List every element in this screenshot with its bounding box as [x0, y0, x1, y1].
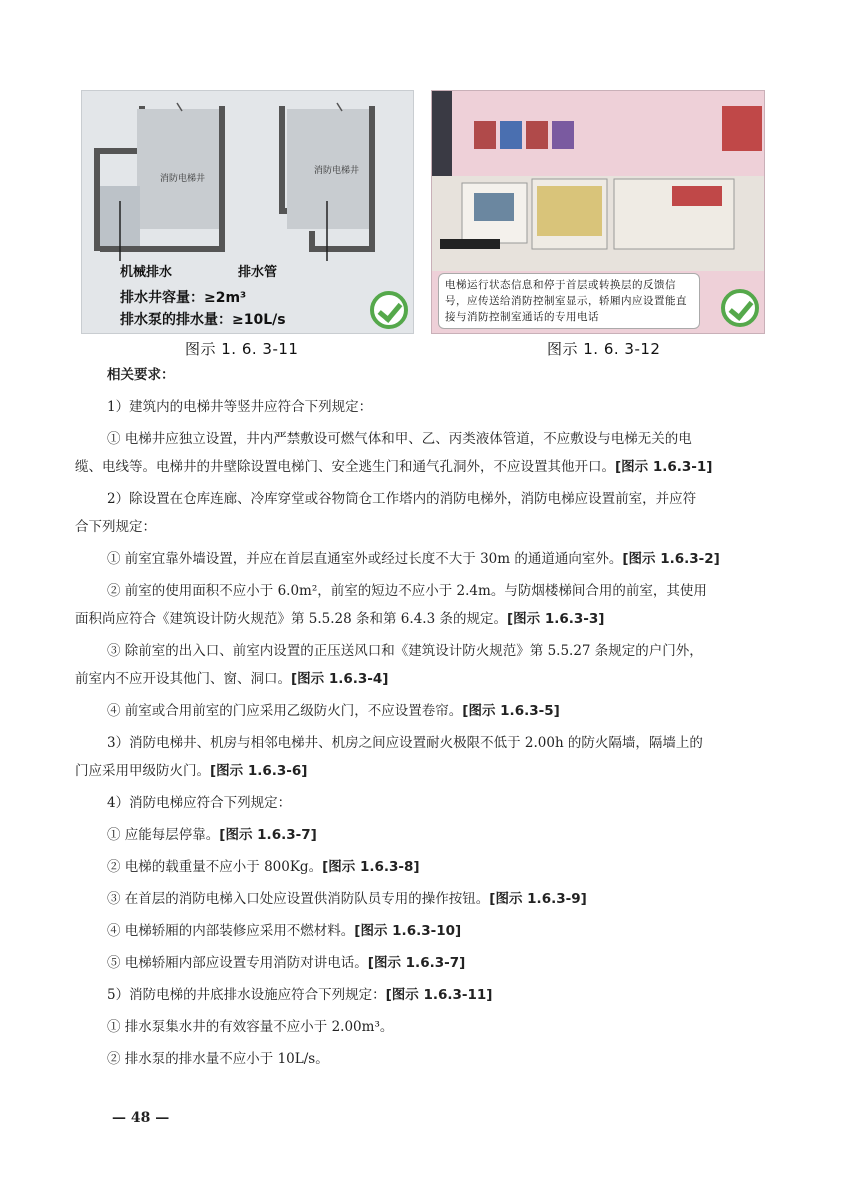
paragraph: 5）消防电梯的井底排水设施应符合下列规定：[图示 1.6.3-11] — [107, 987, 493, 1003]
section-heading: 相关要求： — [107, 367, 175, 383]
paragraph: 4）消防电梯应符合下列规定： — [107, 795, 292, 811]
paragraph: ③ 在首层的消防电梯入口处应设置供消防队员专用的操作按钮。[图示 1.6.3-9] — [107, 891, 587, 907]
figure-ref[interactable]: [图示 1.6.3-9] — [489, 891, 587, 907]
figure-caption: 图示 1. 6. 3-12 — [547, 340, 661, 358]
paragraph: 门应采用甲级防火门。[图示 1.6.3-6] — [75, 763, 308, 779]
figure-note: 电梯运行状态信息和停于首层或转换层的反馈信号，应传送给消防控制室显示，轿厢内应设置能直接与消防控制室通话的专用电话 — [438, 273, 700, 329]
paragraph: 1）建筑内的电梯井等竖井应符合下列规定： — [107, 399, 373, 415]
paragraph: 合下列规定： — [75, 519, 156, 535]
shaft-right-label: 消防电梯井 — [314, 166, 360, 176]
paragraph: 面积尚应符合《建筑设计防火规范》第 5.5.28 条和第 6.4.3 条的规定。[图示 1.6.3-3] — [75, 611, 605, 627]
paragraph: 前室内不应开设其他门、窗、洞口。[图示 1.6.3-4] — [75, 671, 389, 687]
paragraph: ② 排水泵的排水量不应小于 10L/s。 — [107, 1051, 329, 1067]
figure-ref[interactable]: [图示 1.6.3-5] — [462, 703, 560, 719]
label-drain-pipe: 排水管 — [238, 265, 278, 280]
label-pump-flow: 排水泵的排水量：≥10L/s — [120, 312, 286, 328]
paragraph: ④ 电梯轿厢的内部装修应采用不燃材料。[图示 1.6.3-10] — [107, 923, 462, 939]
figure-ref[interactable]: [图示 1.6.3-10] — [354, 923, 462, 939]
paragraph: ① 排水泵集水井的有效容量不应小于 2.00m³。 — [107, 1019, 394, 1035]
checkmark-icon — [370, 291, 408, 329]
figure-ref[interactable]: [图示 1.6.3-3] — [506, 611, 605, 627]
page-number: — 48 — — [112, 1110, 170, 1126]
figure-ref[interactable]: [图示 1.6.3-1] — [615, 459, 713, 475]
figure-1-6-3-11 — [81, 90, 414, 334]
paragraph: 2）除设置在仓库连廊、冷库穿堂或谷物筒仓工作塔内的消防电梯外，消防电梯应设置前室，并应符 — [107, 491, 697, 507]
figure-ref[interactable]: [图示 1.6.3-8] — [322, 859, 420, 875]
paragraph: ④ 前室或合用前室的门应采用乙级防火门，不应设置卷帘。[图示 1.6.3-5] — [107, 703, 560, 719]
paragraph: ⑤ 电梯轿厢内部应设置专用消防对讲电话。[图示 1.6.3-7] — [107, 955, 466, 971]
checkmark-icon — [721, 289, 759, 327]
figure-ref[interactable]: [图示 1.6.3-2] — [622, 551, 720, 567]
label-mechanical-drain: 机械排水 — [120, 265, 173, 280]
figure-ref[interactable]: [图示 1.6.3-4] — [291, 671, 389, 687]
figure-caption: 图示 1. 6. 3-11 — [185, 340, 299, 358]
paragraph: ① 应能每层停靠。[图示 1.6.3-7] — [107, 827, 317, 843]
figure-ref[interactable]: [图示 1.6.3-11] — [385, 987, 493, 1003]
figure-ref[interactable]: [图示 1.6.3-7] — [367, 955, 466, 971]
shaft-left-label: 消防电梯井 — [160, 174, 206, 184]
paragraph: ③ 除前室的出入口、前室内设置的正压送风口和《建筑设计防火规范》第 5.5.27 条规定的户门外， — [107, 643, 703, 659]
paragraph: 缆、电线等。电梯井的井壁除设置电梯门、安全逃生门和通气孔洞外，不应设置其他开口。[图示 1.6.3-1] — [75, 459, 713, 475]
paragraph: 3）消防电梯井、机房与相邻电梯井、机房之间应设置耐火极限不低于 2.00h 的防火隔墙，隔墙上的 — [107, 735, 703, 751]
label-sump-capacity: 排水井容量：≥2m³ — [120, 290, 247, 306]
paragraph: ① 电梯井应独立设置，井内严禁敷设可燃气体和甲、乙、丙类液体管道，不应敷设与电梯无关的电 — [107, 431, 692, 447]
paragraph: ① 前室宜靠外墙设置，并应在首层直通室外或经过长度不大于 30m 的通道通向室外。[图示 1.6.3-2] — [107, 551, 720, 567]
paragraph: ② 电梯的载重量不应小于 800Kg。[图示 1.6.3-8] — [107, 859, 420, 875]
paragraph: ② 前室的使用面积不应小于 6.0m²，前室的短边不应小于 2.4m。与防烟楼梯间合用的前室，其使用 — [107, 583, 707, 599]
figure-ref[interactable]: [图示 1.6.3-6] — [210, 763, 308, 779]
figure-ref[interactable]: [图示 1.6.3-7] — [219, 827, 317, 843]
figure-1-6-3-12 — [431, 90, 765, 334]
